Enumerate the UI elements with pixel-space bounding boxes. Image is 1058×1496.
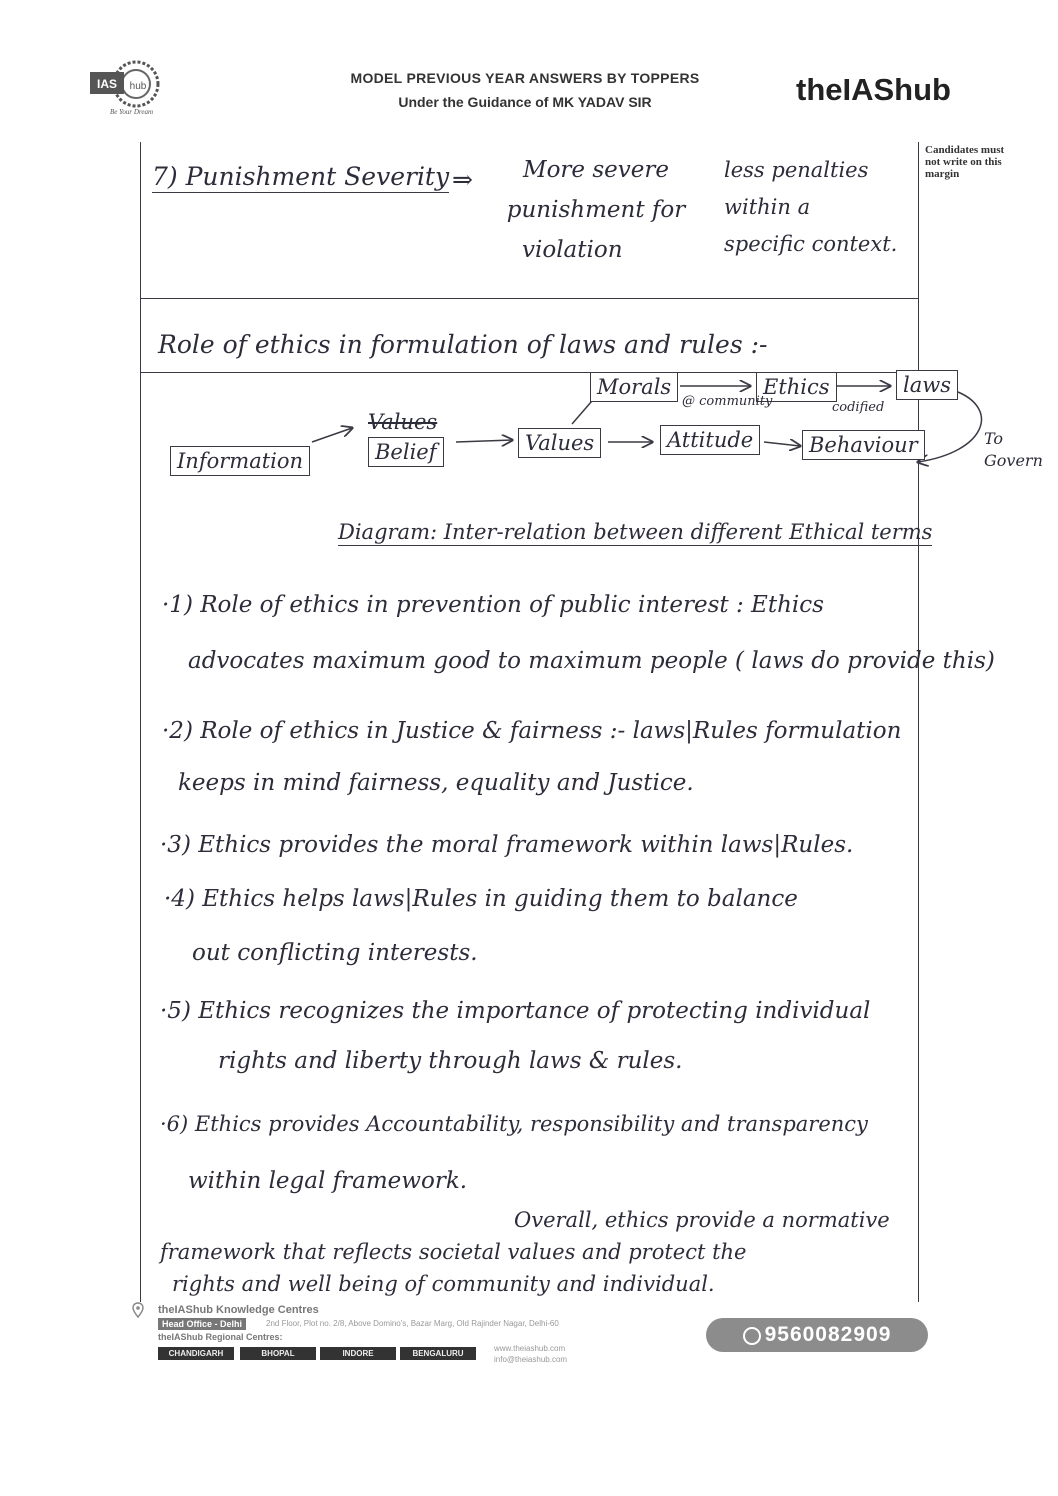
conclusion-line1: Overall, ethics provide a normative (514, 1208, 890, 1232)
box-ethics: Ethics (756, 372, 837, 402)
brand-name: theIAShub (796, 72, 951, 107)
svg-text:IAS: IAS (96, 77, 118, 91)
diagram-caption (338, 520, 932, 544)
footer-head-office: Head Office - Delhi (158, 1318, 246, 1330)
label-to-govern: To Govern (984, 429, 1043, 470)
box-belief: Belief (368, 437, 444, 467)
footer-regional: theIAShub Regional Centres: (158, 1332, 283, 1342)
box-values: Values (518, 428, 601, 458)
text-line: less penalties (724, 158, 869, 182)
text-line: specific context. (724, 232, 898, 256)
box-attitude: Attitude (660, 425, 760, 455)
point-5-line1: ·5) Ethics recognizes the importance of protecting individual (160, 998, 871, 1024)
footer-centres: theIAShub Knowledge Centres (158, 1304, 319, 1316)
phone-number: 9560082909 (764, 1323, 892, 1346)
point7-label-text: 7) Punishment Severity (152, 162, 450, 191)
diagram-caption-text: Diagram: Inter-relation between different Ethical terms (338, 520, 933, 544)
point-2-line1: ·2) Role of ethics in Justice & fairness :- laws|Rules formulation (162, 718, 902, 744)
point-6-line2: within legal framework. (188, 1168, 468, 1194)
logo (80, 58, 170, 118)
section-separator (140, 298, 918, 299)
point-6-line1: ·6) Ethics provides Accountability, responsibility and transparency (160, 1112, 868, 1136)
box-laws: laws (896, 370, 958, 400)
footer-address: 2nd Floor, Plot no. 2/8, Above Domino's, Bazar Marg, Old Rajinder Nagar, Delhi-60 (266, 1319, 559, 1328)
svg-text:hub: hub (129, 81, 147, 92)
frame-left-border (140, 142, 141, 1302)
label-codified: codified (832, 400, 885, 415)
struck-values: Values (368, 410, 438, 434)
text-line: within a (724, 195, 811, 219)
city-badge: BHOPAL (240, 1347, 316, 1360)
point7-label (152, 162, 479, 191)
text-line: punishment for (506, 197, 686, 223)
box-morals: Morals (590, 372, 678, 402)
city-badge: INDORE (320, 1347, 396, 1360)
point-2-line2: keeps in mind fairness, equality and Justice. (178, 770, 694, 796)
header-title: MODEL PREVIOUS YEAR ANSWERS BY TOPPERS (350, 70, 700, 86)
header-subtitle: Under the Guidance of MK YADAV SIR (398, 94, 652, 110)
box-information: Information (170, 446, 310, 476)
phone-badge (706, 1318, 928, 1352)
whatsapp-icon (743, 1327, 761, 1345)
margin-note: Candidates must not write on this margin (925, 144, 1005, 180)
point7-less-penalties (724, 152, 897, 263)
section-heading: Role of ethics in formulation of laws and rules :- (158, 330, 768, 359)
point-4-line1: ·4) Ethics helps laws|Rules in guiding them to balance (164, 886, 798, 912)
svg-text:Be Your Dream: Be Your Dream (110, 108, 154, 116)
footer-website: www.theiashub.com (494, 1344, 566, 1353)
conclusion-line2: framework that reflects societal values and protect the (160, 1240, 747, 1264)
city-badge: CHANDIGARH (158, 1347, 234, 1360)
point-5-line2: rights and liberty through laws & rules. (218, 1048, 683, 1074)
location-pin-icon (132, 1302, 144, 1318)
city-badge: BENGALURU (400, 1347, 476, 1360)
footer-email: info@theiashub.com (494, 1355, 568, 1364)
point-3-line1: ·3) Ethics provides the moral framework within laws|Rules. (160, 832, 854, 858)
arrow-symbol: ⇒ (452, 165, 473, 194)
point-1-line1: ·1) Role of ethics in prevention of public interest : Ethics (162, 592, 824, 618)
box-behaviour: Behaviour (802, 430, 925, 460)
point-4-line2: out conflicting interests. (192, 940, 478, 966)
point-1-line2: advocates maximum good to maximum people ( laws do provide this) (188, 648, 995, 674)
frame-right-border (918, 142, 919, 1302)
conclusion-line3: rights and well being of community and individual. (172, 1272, 715, 1296)
text-line: More severe (523, 157, 669, 183)
label-community: @ community (682, 394, 773, 409)
text-line: violation (522, 237, 623, 263)
point7-more-severe (496, 150, 696, 270)
